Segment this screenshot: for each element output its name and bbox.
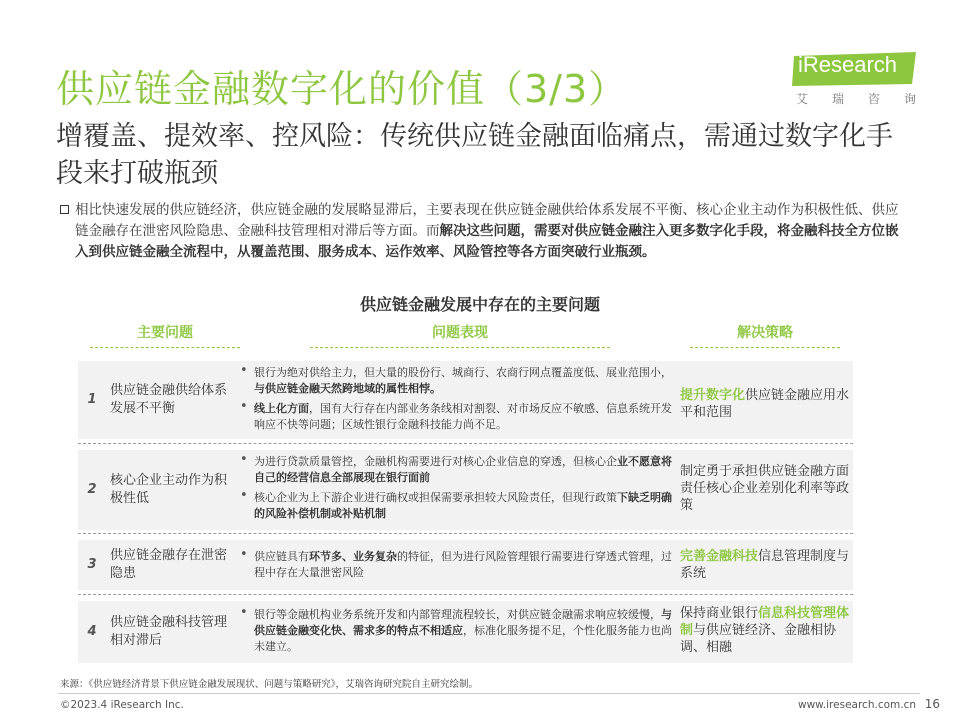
row-solution: 制定勇于承担供应链金融方面责任核心企业差别化利率等政策	[680, 464, 850, 513]
row-details	[238, 454, 678, 522]
row-divider	[78, 443, 853, 444]
website-link[interactable]: www.iresearch.com.cn	[798, 699, 917, 711]
detail-bullet: • 供应链具有环节多、业务复杂的特征，但为进行风险管理银行需要进行穿透式管理，过程中存在大量泄密风险	[238, 549, 678, 581]
column-header-solution: 解决策略	[690, 322, 840, 348]
table-row	[78, 361, 853, 439]
row-number: 2	[87, 482, 97, 497]
row-solution: 完善金融科技信息管理制度与系统	[680, 549, 850, 581]
source-note: 来源：《供应链经济背景下供应链金融发展现状、问题与策略研究》，艾瑞咨询研究院自主研究绘制。	[60, 679, 479, 690]
row-number: 4	[87, 624, 97, 639]
detail-bullet: • 银行等金融机构业务系统开发和内部管理流程较长，对供应链金融需求响应较缓慢，与供应链金融变化快、需求多的特点不相适应，标准化服务提不足，个性化服务能力也尚未建立。	[238, 607, 678, 655]
row-divider	[78, 594, 853, 595]
table-row	[78, 601, 853, 663]
logo-subtitle	[796, 90, 916, 107]
copyright: ©2023.4 iResearch Inc.	[60, 699, 184, 711]
logo-sub-char: 咨	[867, 92, 880, 106]
iresearch-logo	[790, 50, 920, 112]
row-number: 1	[87, 392, 97, 407]
row-details	[238, 365, 678, 433]
detail-bullet: • 为进行贷款质量管控，金融机构需要进行对核心企业信息的穿透，但核心企业不愿意将自己的经营信息全部展现在银行面前	[238, 454, 678, 486]
detail-bullet: • 银行为绝对供给主力，但大量的股份行、城商行、农商行网点覆盖度低、展业范围小，与供应链金融天然跨地域的属性相悖。	[238, 365, 678, 397]
row-issue: 核心企业主动作为积极性低	[110, 473, 228, 506]
table-row	[78, 540, 853, 590]
detail-bullet: • 线上化方面，国有大行存在内部业务条线相对割裂、对市场反应不敏感、信息系统开发响应不快等问题；区域性银行金融科技能力尚不足。	[238, 401, 678, 433]
intro-text-regular: 相比快速发展的供应链经济，供应链金融的发展略显滞后，主要表现在供应链金融供给体系发展不平衡、核心企业主动作为积极性低、供应链金融存在泄密风险隐患、金融科技管理相对滞后等方面。而	[75, 202, 899, 239]
row-issue: 供应链金融科技管理相对滞后	[110, 615, 228, 648]
logo-sub-char: 艾	[796, 92, 809, 106]
logo-brand: iResearch	[798, 52, 898, 77]
row-details	[238, 607, 678, 655]
logo-sub-char: 询	[903, 92, 916, 106]
intro-text	[75, 200, 910, 263]
table-title: 供应链金融发展中存在的主要问题	[359, 295, 600, 314]
page-title: 供应链金融数字化的价值（3/3）	[56, 67, 628, 111]
logo-sub-char: 瑞	[831, 92, 844, 106]
square-bullet-icon	[60, 205, 69, 214]
row-divider	[78, 533, 853, 534]
row-solution: 提升数字化供应链金融应用水平和范围	[680, 388, 850, 420]
detail-bullet: • 核心企业为上下游企业进行确权或担保需要承担较大风险责任，但现行政策下缺乏明确的风险补偿机制或补贴机制	[238, 490, 678, 522]
intro-text-bold: 解决这些问题，需要对供应链金融注入更多数字化手段，将金融科技全方位嵌入到供应链金融全流程中，从覆盖范围、服务成本、运作效率、风险管控等各方面突破行业瓶颈。	[75, 223, 899, 260]
row-number: 3	[87, 557, 97, 572]
column-header-performance: 问题表现	[310, 322, 610, 348]
intro-paragraph	[60, 200, 910, 263]
row-issue: 供应链金融供给体系发展不平衡	[110, 383, 228, 416]
row-details	[238, 549, 678, 581]
page-number: 16	[924, 697, 940, 711]
column-header-issue: 主要问题	[90, 322, 240, 348]
row-issue: 供应链金融存在泄密隐患	[110, 548, 228, 581]
table-row	[78, 450, 853, 530]
footer-divider	[58, 693, 920, 694]
page-subtitle: 增覆盖、提效率、控风险：传统供应链金融面临痛点，需通过数字化手段来打破瓶颈	[56, 121, 893, 189]
row-solution: 保持商业银行信息科技管理体制与供应链经济、金融相协调、相融	[680, 606, 850, 655]
